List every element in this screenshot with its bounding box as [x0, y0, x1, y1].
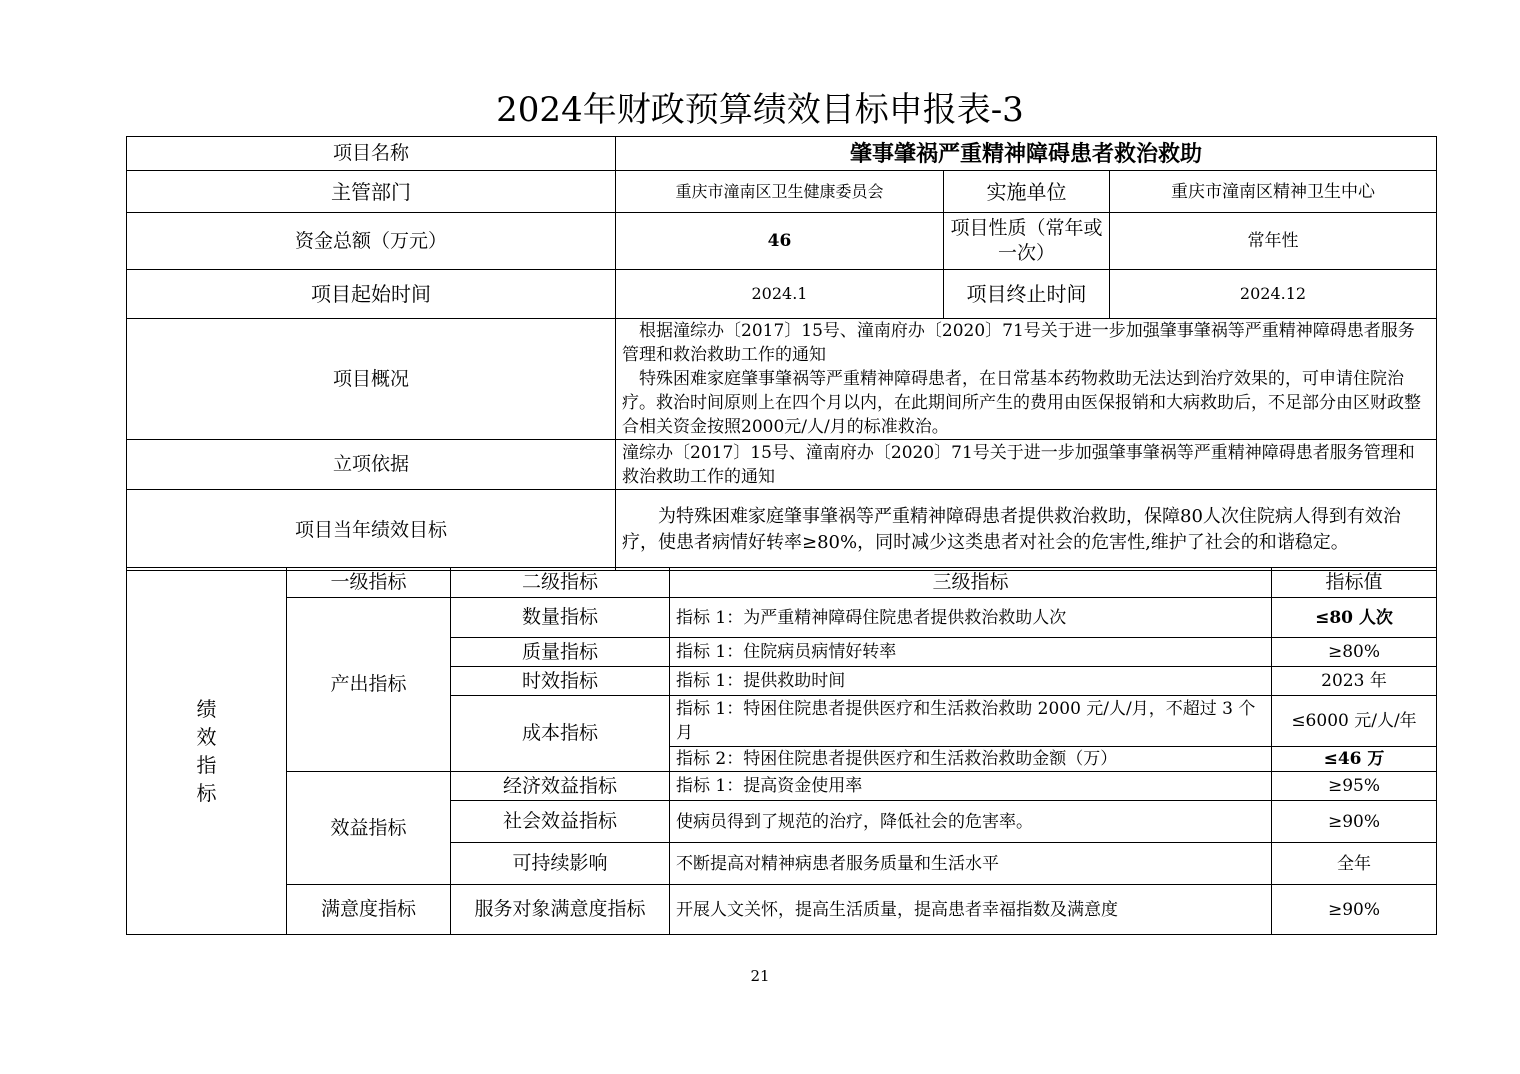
- fund-row: [127, 213, 1437, 270]
- level3-cell: 指标 1：特困住院患者提供医疗和生活救治救助 2000 元/人/月，不超过 3 个月: [670, 696, 1272, 747]
- level2-cell: 时效指标: [451, 667, 670, 696]
- page-number: 21: [750, 967, 770, 985]
- value-cell: 全年: [1272, 843, 1437, 885]
- project-name-value: 肇事肇祸严重精神障碍患者救治救助: [616, 137, 1437, 171]
- indicator-row: [127, 598, 1437, 638]
- output-indicator-label: 产出指标: [287, 598, 451, 772]
- indicator-row: [127, 772, 1437, 801]
- level2-cell: 质量指标: [451, 638, 670, 667]
- level3-cell: 开展人文关怀，提高生活质量，提高患者幸福指数及满意度: [670, 885, 1272, 935]
- value-cell: ≥80%: [1272, 638, 1437, 667]
- department-row: [127, 171, 1437, 213]
- header-level1: 一级指标: [287, 568, 451, 598]
- level3-cell: 指标 1：提高资金使用率: [670, 772, 1272, 801]
- dept-label: 主管部门: [127, 171, 616, 213]
- level2-cell: 成本指标: [451, 696, 670, 772]
- impl-value: 重庆市潼南区精神卫生中心: [1110, 171, 1437, 213]
- time-row: [127, 270, 1437, 319]
- level3-cell: 指标 1：提供救助时间: [670, 667, 1272, 696]
- indicator-row: [127, 885, 1437, 935]
- level2-cell: 服务对象满意度指标: [451, 885, 670, 935]
- value-cell: ≤6000 元/人/年: [1272, 696, 1437, 747]
- benefit-indicator-label: 效益指标: [287, 772, 451, 885]
- level2-cell: 社会效益指标: [451, 801, 670, 843]
- overview-row: [127, 319, 1437, 440]
- satisfaction-indicator-label: 满意度指标: [287, 885, 451, 935]
- overview-label: 项目概况: [127, 319, 616, 440]
- document-title: 2024年财政预算绩效目标申报表-3: [496, 90, 1024, 130]
- header-level3: 三级指标: [670, 568, 1272, 598]
- project-name-label: 项目名称: [127, 137, 616, 171]
- indicators-header-row: [127, 568, 1437, 598]
- project-name-row: [127, 137, 1437, 171]
- fund-value: 46: [616, 213, 944, 270]
- indicators-table: [126, 567, 1437, 935]
- start-label: 项目起始时间: [127, 270, 616, 319]
- overview-paragraph-1: 根据潼综办〔2017〕15号、潼南府办〔2020〕71号关于进一步加强肇事肇祸等严重精神障碍患者服务管理和救治救助工作的通知: [622, 321, 1415, 365]
- basis-label: 立项依据: [127, 440, 616, 490]
- value-cell: 2023 年: [1272, 667, 1437, 696]
- value-cell: ≤80 人次: [1272, 598, 1437, 638]
- nature-value: 常年性: [1110, 213, 1437, 270]
- start-value: 2024.1: [616, 270, 944, 319]
- fund-label: 资金总额（万元）: [127, 213, 616, 270]
- level2-cell: 数量指标: [451, 598, 670, 638]
- value-cell: ≥90%: [1272, 885, 1437, 935]
- end-label: 项目终止时间: [944, 270, 1110, 319]
- overview-content: [616, 319, 1437, 440]
- nature-label: 项目性质（常年或一次）: [944, 213, 1110, 270]
- goal-content: 为特殊困难家庭肇事肇祸等严重精神障碍患者提供救治救助，保障80人次住院病人得到有效治疗，使患者病情好转率≥80%，同时减少这类患者对社会的危害性,维护了社会的和谐稳定。: [616, 490, 1437, 571]
- end-value: 2024.12: [1110, 270, 1437, 319]
- project-info-table: [126, 136, 1437, 571]
- goal-label: 项目当年绩效目标: [127, 490, 616, 571]
- impl-label: 实施单位: [944, 171, 1110, 213]
- basis-content: 潼综办〔2017〕15号、潼南府办〔2020〕71号关于进一步加强肇事肇祸等严重精神障碍患者服务管理和救治救助工作的通知: [616, 440, 1437, 490]
- level2-cell: 可持续影响: [451, 843, 670, 885]
- dept-value: 重庆市潼南区卫生健康委员会: [616, 171, 944, 213]
- header-value: 指标值: [1272, 568, 1437, 598]
- basis-row: [127, 440, 1437, 490]
- level3-cell: 指标 1：为严重精神障碍住院患者提供救治救助人次: [670, 598, 1272, 638]
- value-cell: ≤46 万: [1272, 747, 1437, 772]
- level3-cell: 指标 1：住院病员病情好转率: [670, 638, 1272, 667]
- level2-cell: 经济效益指标: [451, 772, 670, 801]
- level3-cell: 使病员得到了规范的治疗，降低社会的危害率。: [670, 801, 1272, 843]
- level3-cell: 不断提高对精神病患者服务质量和生活水平: [670, 843, 1272, 885]
- level3-cell: 指标 2：特困住院患者提供医疗和生活救治救助金额（万）: [670, 747, 1272, 772]
- header-level2: 二级指标: [451, 568, 670, 598]
- value-cell: ≥95%: [1272, 772, 1437, 801]
- goal-row: [127, 490, 1437, 571]
- performance-indicator-label: 绩效指标: [127, 568, 287, 935]
- overview-paragraph-2: 特殊困难家庭肇事肇祸等严重精神障碍患者，在日常基本药物救助无法达到治疗效果的，可申请住院治疗。救治时间原则上在四个月以内，在此期间所产生的费用由医保报销和大病救助后，不足部分由区财政整合相关资金按照2000元/人/月的标准救治。: [622, 369, 1421, 437]
- value-cell: ≥90%: [1272, 801, 1437, 843]
